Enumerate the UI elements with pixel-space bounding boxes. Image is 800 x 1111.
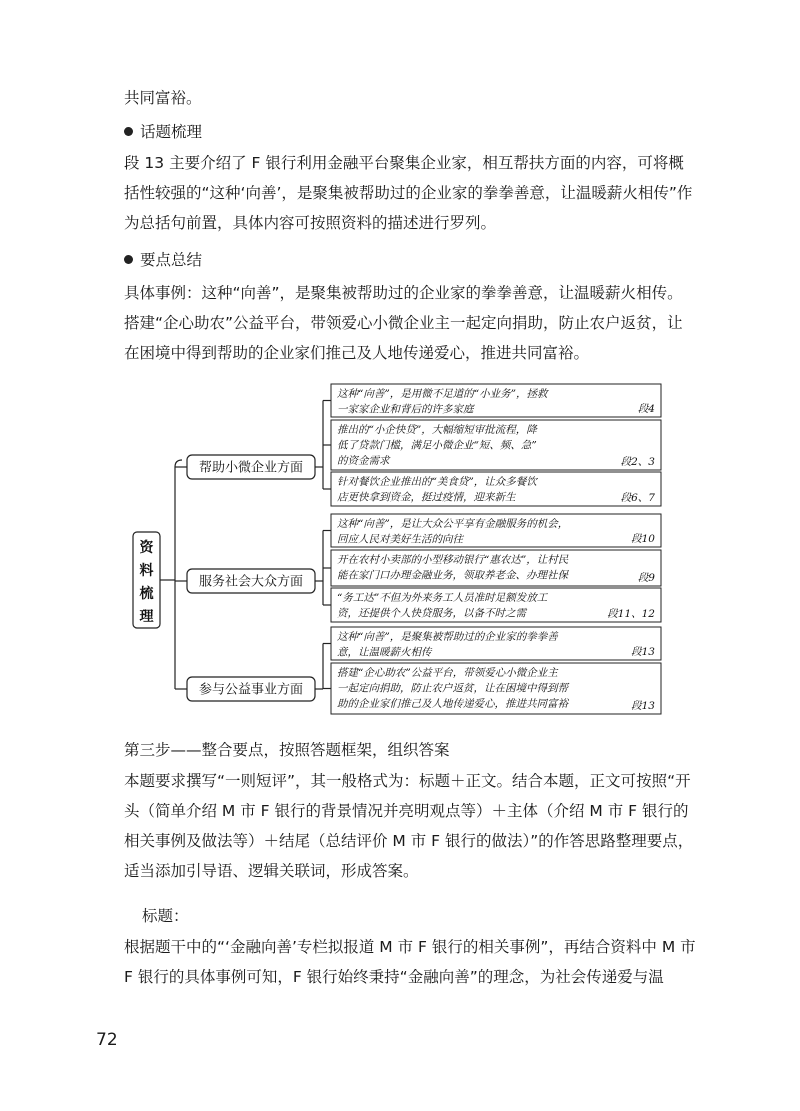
- heading-text: 话题梳理: [140, 123, 203, 141]
- detail-line: 推出的“小企快贷”，大幅缩短审批流程，降: [337, 424, 537, 436]
- branch-spine: [175, 460, 182, 689]
- source-ref: 段2、3: [620, 456, 655, 468]
- page-number: 72: [96, 1030, 118, 1050]
- source-ref: 段4: [637, 403, 655, 415]
- detail-line: 的资金需求: [337, 455, 390, 467]
- branch-label: 参与公益事业方面: [198, 682, 304, 698]
- source-ref: 段6、7: [620, 492, 655, 504]
- detail-line: 店更快拿到资金，挺过疫情，迎来新生: [337, 491, 516, 504]
- detail-line: 这种“向善”，是让大众公平享有金融服务的机会，: [337, 518, 569, 530]
- detail-line: 资，还提供个人快贷服务，以备不时之需: [337, 607, 526, 620]
- detail-line: 助的企业家们推己及人地传递爱心，推进共同富裕: [337, 698, 568, 710]
- detail-line: 针对餐饮企业推出的“美食贷”，让众多餐饮: [337, 476, 537, 488]
- detail-line: 一起定向捐助，防止农户返贫，让在困境中得到帮: [337, 682, 568, 695]
- branch-label: 服务社会大众方面: [198, 574, 304, 590]
- source-ref: 段10: [631, 533, 655, 545]
- title-label: 标题：: [142, 907, 189, 925]
- branch-label: 帮助小微企业方面: [198, 460, 304, 476]
- root-label-char: 料: [139, 563, 154, 579]
- detail-line: 开在农村小卖部的小型移动银行“惠农达”，让村民: [337, 554, 569, 566]
- source-ref: 段9: [637, 572, 655, 584]
- root-label-char: 梳: [139, 586, 154, 602]
- step3-paragraph: 本题要求撰写“一则短评”，其一般格式为：标题＋正文。结合本题，正文可按照“开头（简单介绍 M 市 F 银行的背景情况并亮明观点等）＋主体（介绍 M 市 F 银行的相关事例及做法等）＋结尾（总结评价 M 市 F 银行的做法）”的作答思路整理要点，适当添加引导语、逻辑关联词，形成答案。: [124, 772, 694, 880]
- root-label-char: 资: [139, 540, 154, 556]
- step3-paragraph-2: 根据题干中的“‘金融向善’专栏拟报道 M 市 F 银行的相关事例”，再结合资料中 M 市 F 银行的具体事例可知，F 银行始终秉持“金融向善”的理念，为社会传递爱与温: [124, 938, 696, 986]
- topic-paragraph: 段 13 主要介绍了 F 银行利用金融平台聚集企业家，相互帮扶方面的内容，可将概括性较强的“这种‘向善’，是聚集被帮助过的企业家的拳拳善意，让温暖薪火相传”作为总括句前置，具体内容可按照资料的描述进行罗列。: [124, 154, 693, 232]
- detail-line: “务工达”不但为外来务工人员准时足额发放工: [337, 592, 548, 604]
- top-line: 共同富裕。: [124, 89, 202, 107]
- detail-line: 这种“向善”，是用微不足道的“小业务”，拯救: [337, 388, 548, 400]
- detail-line: 搭建“企心助农”公益平台，带领爱心小微企业主: [337, 667, 558, 679]
- source-ref: 段13: [631, 700, 655, 712]
- detail-line: 能在家门口办理金融业务，领取养老金、办理社保: [337, 569, 568, 582]
- detail-line: 低了贷款门槛，满足小微企业“短、频、急”: [337, 439, 537, 452]
- root-label-char: 理: [139, 609, 154, 625]
- source-ref: 段13: [631, 646, 655, 658]
- detail-line: 一家家企业和背后的许多家庭: [337, 403, 474, 416]
- detail-line: 这种“向善”，是聚集被帮助过的企业家的拳拳善: [337, 631, 558, 643]
- detail-line: 回应人民对美好生活的向往: [337, 533, 463, 546]
- summary-paragraph: 具体事例：这种“向善”，是聚集被帮助过的企业家的拳拳善意，让温暖薪火相传。搭建“企心助农”公益平台，带领爱心小微企业主一起定向捐助，防止农户返贫，让在困境中得到帮助的企业家们推己及人地传递爱心，推进共同富裕。: [124, 284, 683, 362]
- step3-heading: 第三步——整合要点，按照答题框架，组织答案: [124, 741, 450, 759]
- source-ref: 段11、12: [607, 608, 655, 620]
- heading-text: 要点总结: [140, 251, 203, 269]
- detail-line: 意，让温暖薪火相传: [337, 646, 432, 659]
